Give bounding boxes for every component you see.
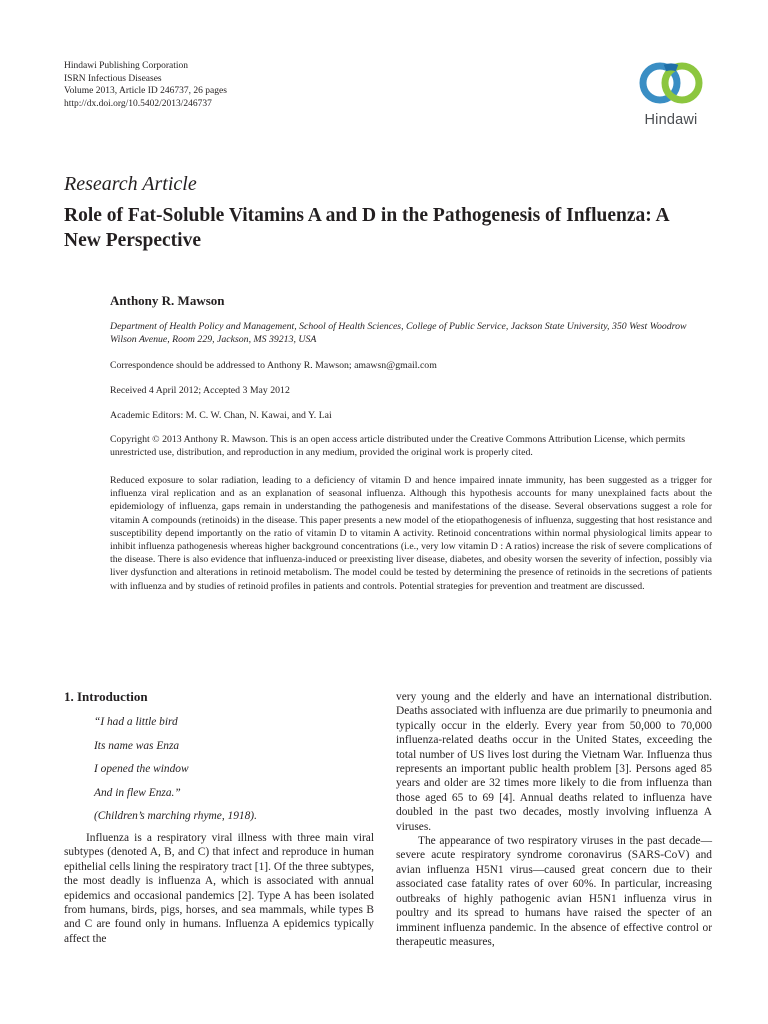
journal-header	[64, 60, 227, 110]
academic-editors: Academic Editors: M. C. W. Chan, N. Kawai, and Y. Lai	[110, 410, 332, 421]
verse-line: I opened the window	[94, 763, 189, 776]
section-heading: 1. Introduction	[64, 689, 148, 704]
epigraph-verse	[64, 711, 374, 829]
intro-paragraph: Influenza is a respiratory viral illness with three main viral subtypes (denoted A, B, and C) that infect and reproduce in human epithelial cells lining the respiratory tract [1]. Of the three subtypes, the most deadly is influenza A, which is associated with annual epidemics and occasional pandemics [2]. Type A has been isolated from humans, birds, pigs, horses, and sea mammals, while types B and C are found only in humans. Influenza A epidemics typically affect the	[64, 831, 374, 945]
abstract: Reduced exposure to solar radiation, leading to a deficiency of vitamin D and hence impaired innate immunity, has been suggested as a trigger for influenza viral replication and as an explanation of seasonal influenza. Although this hypothesis accounts for many unexplained facts about the epidemiology of influenza, gaps remain in understanding the pathogenesis and manifestations of the disease. Several observations suggest a role for vitamin A compounds (retinoids) in the disease. This paper presents a new model of the etiopathogenesis of influenza, suggesting that host resistance and susceptibility depend importantly on the ratio of vitamin D to vitamin A activity. Retinoid concentrations within normal physiological limits appear to inhibit influenza pathogenesis whereas higher background concentrations (i.e., very low vitamin D : A ratios) increase the risk of severe complications of the disease. There is also evidence that influenza-induced or preexisting liver disease, diabetes, and obesity worsen the severity of infection, possibly via liver dysfunction and alterations in retinoid metabolism. The model could be tested by determining the presence of retinoids in the secretions of patients with influenza and by studies of retinoid profiles in patients and controls. Potential strategies for prevention and treatment are discussed.	[110, 475, 712, 592]
intro-paragraph: The appearance of two respiratory viruses in the past decade—severe acute respiratory syndrome coronavirus (SARS-CoV) and avian influenza H5N1 virus—caused great concern due to their associated case fatality rates of over 60%. In particular, increasing outbreaks of highly pathogenic avian H5N1 influenza virus in poultry and its spread to humans have raised the specter of an imminent influenza pandemic. In the absence of effective control or therapeutic measures,	[396, 835, 712, 948]
hindawi-rings-icon	[632, 54, 710, 112]
article-title: Role of Fat-Soluble Vitamins A and D in the Pathogenesis of Influenza: A New Perspective	[64, 205, 669, 251]
publisher-name: Hindawi Publishing Corporation	[64, 61, 189, 71]
left-column	[64, 690, 374, 946]
volume-info: Volume 2013, Article ID 246737, 26 pages	[64, 86, 227, 97]
verse-line: “I had a little bird	[94, 716, 178, 729]
intro-paragraph-continued: very young and the elderly and have an international distribution. Deaths associated with influenza are due primarily to pneumonia and typically occur in the elderly. Every year from 50,000 to 70,000 influenza-related deaths occur in the United States, exceeding the total number of US lives lost during the Vietnam War. Influenza thus represents an important public health problem [3]. Persons aged 85 years and older are 32 times more likely to die from influenza than those aged 65 to 69 [4]. Annual deaths related to influenza have doubled in the past two decades, mostly involving influenza A viruses.	[396, 691, 712, 833]
correspondence: Correspondence should be addressed to Anthony R. Mawson; amawsn@gmail.com	[110, 360, 437, 371]
journal-name: ISRN Infectious Diseases	[64, 73, 162, 84]
author-name: Anthony R. Mawson	[110, 293, 225, 308]
received-dates: Received 4 April 2012; Accepted 3 May 2012	[110, 385, 290, 396]
logo-text: Hindawi	[644, 112, 698, 128]
verse-attribution: (Children’s marching rhyme, 1918).	[94, 810, 257, 823]
doi-link[interactable]: http://dx.doi.org/10.5402/2013/246737	[64, 98, 212, 109]
right-column	[396, 690, 712, 949]
author-affiliation: Department of Health Policy and Management, School of Health Sciences, College of Public Service, Jackson State University, 350 West Woodrow Wilson Avenue, Room 229, Jackson, MS 39213, USA	[110, 321, 687, 346]
verse-line: Its name was Enza	[94, 739, 180, 752]
verse-line: And in flew Enza.”	[94, 786, 181, 799]
hindawi-logo	[632, 54, 710, 136]
copyright-notice: Copyright © 2013 Anthony R. Mawson. This is an open access article distributed under the Creative Commons Attribution License, which permits unrestricted use, distribution, and reproduction in any medium, provided the original work is properly cited.	[110, 434, 686, 459]
article-type: Research Article	[64, 173, 197, 195]
